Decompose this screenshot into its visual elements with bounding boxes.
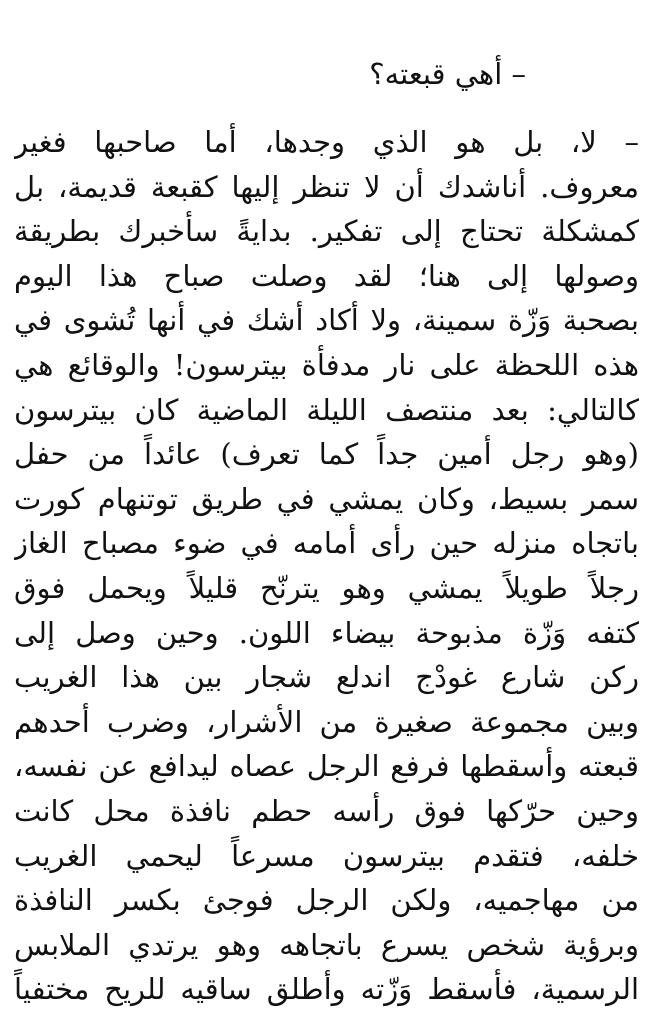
paragraph-line: ركن شارع غودْج اندلع شجار بين هذا الغريب — [14, 660, 639, 695]
paragraph-line: (وهو رجل أمين جداً كما تعرف) عائداً من حفل — [14, 437, 639, 472]
paragraph — [14, 120, 639, 1012]
paragraph-line: بصحبة وَزّة سمينة، ولا أكاد أشك في أنها تُشوى في — [14, 303, 639, 338]
paragraph-line: معروف. أناشدك أن لا تنظر إليها كقبعة قديمة، بل — [14, 169, 639, 204]
paragraph-line: كالتالي: بعد منتصف الليلة الماضية كان بيترسون — [14, 392, 639, 427]
paragraph-line: – لا، بل هو الذي وجدها، أما صاحبها فغير — [14, 125, 639, 159]
paragraph-line: سمر بسيط، وكان يمشي في طريق توتنهام كورت — [14, 481, 639, 516]
paragraph-line: رجلاً طويلاً يمشي وهو يترنّح قليلاً ويحمل فوق — [14, 570, 639, 605]
paragraph-line: خلفه، فتقدم بيترسون مسرعاً ليحمي الغريب — [14, 838, 639, 873]
paragraph-line: كمشكلة تحتاج إلى تفكير. بدايةً سأخبرك بطريقة — [14, 214, 639, 249]
paragraph-line: وحين حرّكها فوق رأسه حطم نافذة محل كانت — [14, 793, 639, 828]
paragraph-line: كتفه وَزّة مذبوحة بيضاء اللون. وحين وصل إلى — [14, 615, 639, 650]
paragraph-line: هذه اللحظة على نار مدفأة بيترسون! والوقائع هي — [14, 347, 639, 382]
paragraph-line: الرسمية، فأسقط وَزّته وأطلق ساقيه للريح مختفياً — [14, 972, 639, 1007]
paragraph-line: وصولها إلى هنا؛ لقد وصلت صباح هذا اليوم — [14, 258, 639, 293]
paragraph-line: باتجاه منزله حين رأى أمامه في ضوء مصباح الغاز — [14, 526, 639, 561]
dialogue-question: – أهي قبعته؟ — [369, 57, 526, 91]
paragraph-line: وبين مجموعة صغيرة من الأشرار، وضرب أحدهم — [14, 704, 639, 739]
paragraph-line: من مهاجميه، ولكن الرجل فوجئ بكسر النافذة — [14, 883, 639, 918]
paragraph-line: وبرؤية شخص يسرع باتجاهه وهو يرتدي الملابس — [14, 927, 639, 962]
paragraph-line: قبعته وأسقطها فرفع الرجل عصاه ليدافع عن نفسه، — [14, 749, 639, 784]
